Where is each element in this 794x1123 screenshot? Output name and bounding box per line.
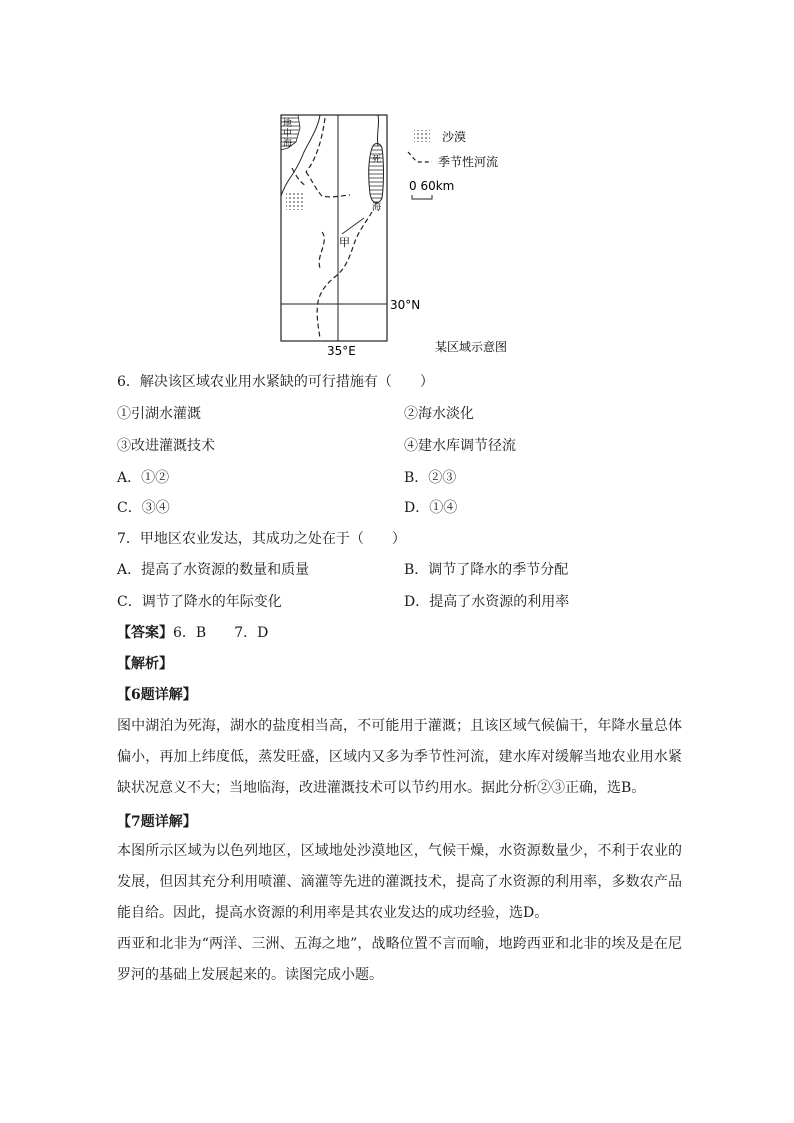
- scale-bar: [412, 195, 432, 199]
- q6-option-b: B．②③: [404, 470, 457, 486]
- analysis-label: 【解析】: [117, 656, 173, 672]
- legend-desert-swatch: [414, 130, 430, 142]
- answer-line: [117, 623, 268, 643]
- desert-area: [286, 192, 304, 210]
- lake-label-1: 死: [372, 155, 382, 165]
- sea-label-2: 中: [283, 129, 293, 139]
- q6-analysis-title: 【6题详解】: [117, 687, 197, 703]
- q6-item-4: ④建水库调节径流: [404, 438, 516, 454]
- q6-analysis-text: 图中湖泊为死海，湖水的盐度相当高，不可能用于灌溉；且该区域气候偏干，年降水量总体偏小，再加上纬度低，蒸发旺盛，区域内又多为季节性河流，建水库对缓解当地农业用水紧缺状况意义不大；当地临海，改进灌溉技术可以节约用水。据此分析②③正确，选B。: [117, 718, 682, 796]
- next-question-intro: 西亚和北非为“两洋、三洲、五海之地”，战略位置不言而喻，地跨西亚和北非的埃及是在尼罗河的基础上发展起来的。读图完成小题。: [117, 936, 682, 983]
- q6-option-d: D．①④: [404, 500, 458, 516]
- latitude-label: 30°N: [390, 298, 421, 312]
- seasonal-river-3: [292, 168, 306, 186]
- region-map-figure: [0, 0, 794, 370]
- q7-option-c: C．调节了降水的年际变化: [117, 594, 282, 610]
- legend-river-label: 季节性河流: [438, 155, 499, 169]
- q7-option-d: D．提高了水资源的利用率: [404, 594, 570, 610]
- seasonal-river-1: [306, 118, 325, 172]
- q7-analysis-text: 本图所示区域为以色列地区，区域地处沙漠地区，气候干燥，水资源数量少，不利于农业的发展，但因其充分利用喷灌、滴灌等先进的灌溉技术，提高了水资源的利用率，多数农产品能自给。因此，提高水资源的利用率是其农业发达的成功经验，选D。: [117, 843, 682, 921]
- lake-label-2: 海: [372, 203, 382, 213]
- q7-analysis-title: 【7题详解】: [117, 814, 197, 830]
- longitude-label: 35°E: [327, 344, 356, 358]
- q7-option-a: A．提高了水资源的数量和质量: [117, 562, 310, 578]
- q6-item-1: ①引湖水灌溉: [117, 406, 201, 422]
- scale-label: 0 60km: [409, 179, 455, 193]
- place-leader-line: [342, 218, 364, 234]
- dead-sea: [369, 144, 384, 203]
- legend-desert-label: 沙漠: [442, 130, 467, 144]
- q6-item-3: ③改进灌溉技术: [117, 438, 215, 454]
- map-frame: [281, 115, 387, 341]
- sea-label-1: 地: [283, 119, 293, 129]
- q6-item-2: ②海水淡化: [404, 406, 474, 422]
- answer-text: 6．B 7．D: [173, 625, 269, 641]
- jordan-river: [377, 115, 378, 146]
- q7-option-b: B．调节了降水的季节分配: [404, 562, 569, 578]
- q6-stem: 6．解决该区域农业用水紧缺的可行措施有（ ）: [117, 374, 434, 390]
- legend-river-swatch: [408, 152, 432, 162]
- q6-option-c: C．③④: [117, 500, 170, 516]
- answer-label: 【答案】: [117, 625, 173, 641]
- seasonal-river-4: [317, 212, 372, 338]
- q6-option-a: A．①②: [117, 470, 170, 486]
- place-label: 甲: [339, 236, 350, 249]
- sea-label-3: 海: [283, 139, 293, 149]
- seasonal-river-5: [319, 232, 324, 268]
- map-caption: 某区域示意图: [435, 340, 508, 354]
- q7-stem: 7．甲地区农业发达，其成功之处在于（ ）: [117, 531, 406, 547]
- seasonal-river-2: [306, 172, 350, 197]
- region-map: [0, 0, 794, 370]
